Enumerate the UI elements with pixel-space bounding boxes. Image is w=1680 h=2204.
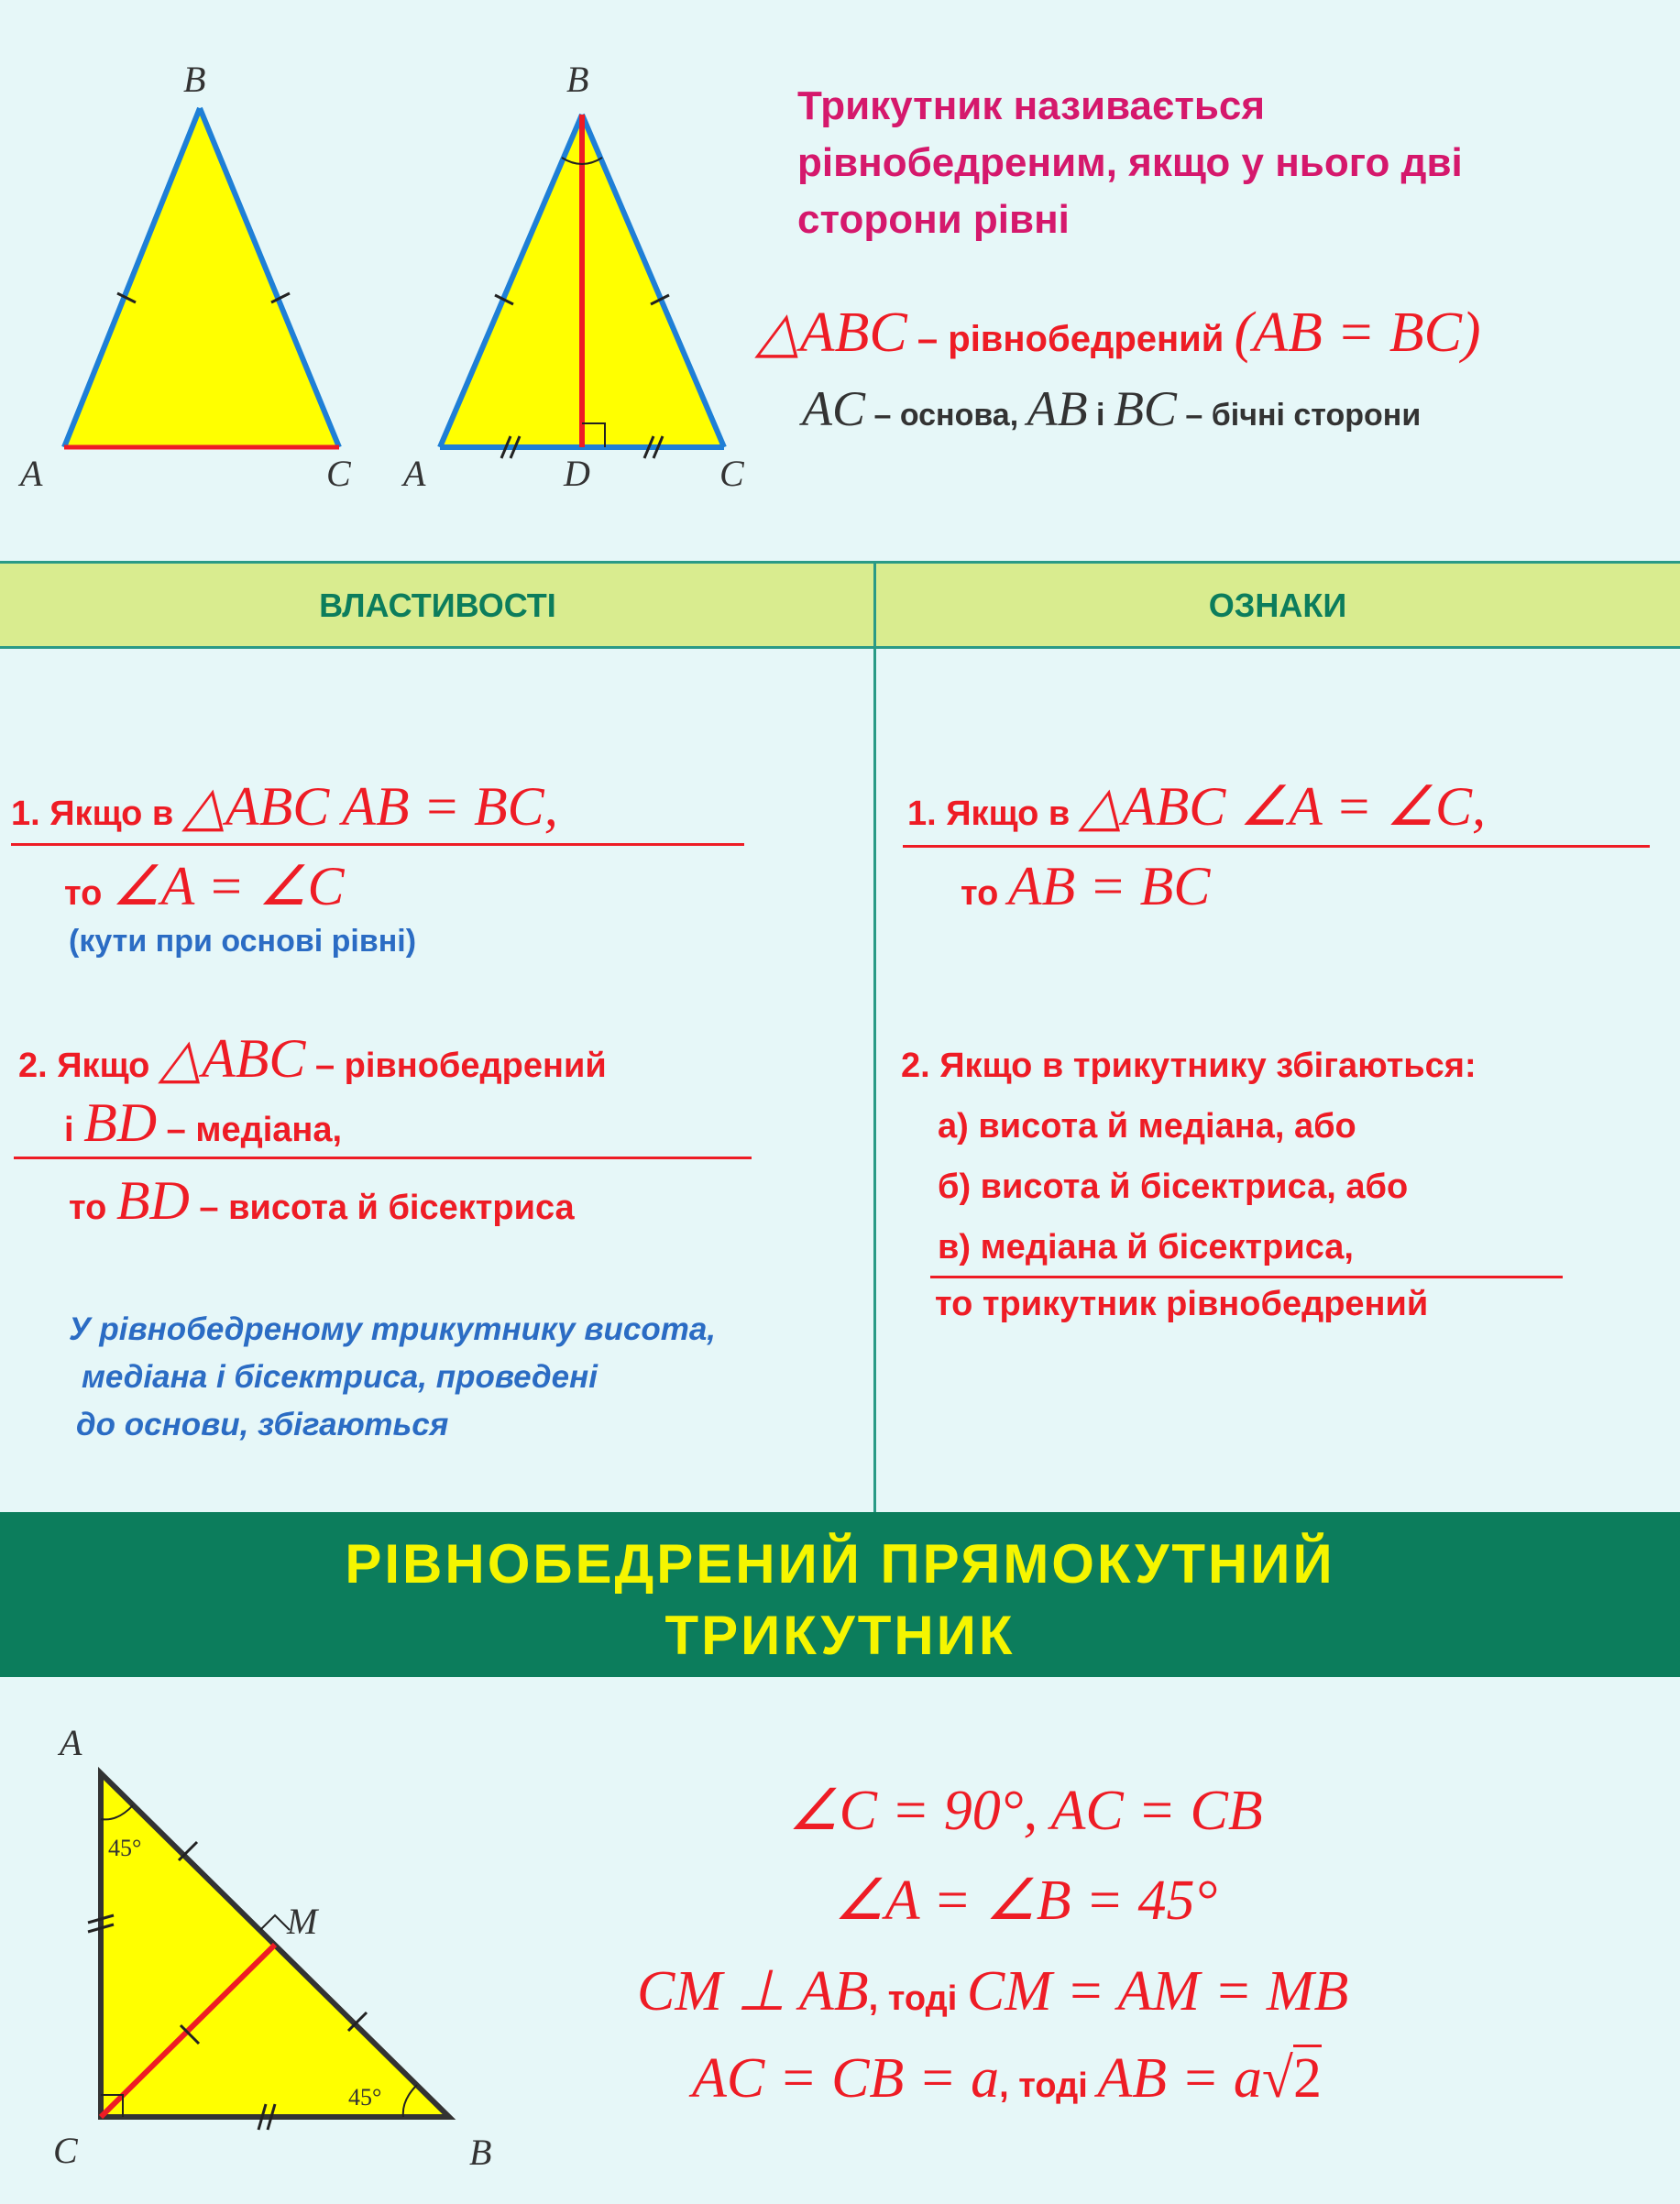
note-line: до основи, збігаються	[76, 1407, 449, 1442]
sign-1-condition	[907, 774, 1486, 839]
isosceles-triangle-figure	[0, 0, 403, 513]
property-1-prefix: 1. Якщо в	[11, 795, 183, 833]
property-2-then: то	[69, 1189, 116, 1227]
sign-1-conclusion	[961, 854, 1210, 918]
note-line: медіана і бісектриса, проведені	[82, 1359, 598, 1395]
label-d: D	[564, 453, 590, 494]
formula-altitude	[637, 1957, 1348, 2024]
right-angle-m	[260, 1915, 290, 1930]
sides-formula	[802, 380, 1421, 437]
formula-altitude-math: CM ⊥ AB	[637, 1960, 869, 2023]
label-a: A	[20, 453, 43, 494]
properties-header: ВЛАСТИВОСТІ	[319, 587, 556, 624]
equality: (AB = BC)	[1234, 302, 1481, 364]
formula-angles-45: ∠A = ∠B = 45°	[834, 1870, 1218, 1932]
property-1-comma: ,	[544, 776, 558, 837]
note-text	[69, 1306, 716, 1449]
definition-text	[797, 78, 1463, 248]
property-2-text: – рівнобедрений	[305, 1047, 607, 1085]
property-2-then-text: – висота й бісектриса	[189, 1189, 575, 1227]
property-2-condition	[18, 1026, 607, 1091]
definition-line: рівнобедреним, якщо у нього дві	[797, 140, 1463, 185]
property-2-conclusion	[69, 1168, 575, 1233]
sign-2-title: 2. Якщо в трикутнику збігаються:	[901, 1047, 1477, 1085]
property-2-median	[64, 1091, 342, 1155]
property-2-i: і	[64, 1111, 84, 1149]
label-a: A	[403, 453, 426, 494]
sign-2-list	[901, 1036, 1477, 1277]
sign-2-item-c: в) медіана й бісектриса,	[938, 1228, 1354, 1266]
sqrt-sign: √	[1261, 2047, 1293, 2110]
property-2-math: △ABC	[159, 1028, 306, 1089]
section-title	[0, 1529, 1680, 1672]
property-2-median-text: – медіана,	[157, 1111, 343, 1149]
formula-hypotenuse-math: AB = a	[1097, 2047, 1262, 2110]
triangle-abc: △ABC	[756, 302, 907, 364]
label-c: C	[53, 2130, 78, 2171]
label-b: B	[469, 2132, 492, 2173]
formula-hypotenuse-then: , тоді	[999, 2067, 1098, 2105]
label-b: B	[566, 59, 589, 100]
isosceles-formula	[756, 298, 1481, 366]
property-2-bd: BD	[83, 1092, 158, 1153]
label-c: C	[326, 453, 351, 494]
sign-1-math: △ABC ∠A = ∠C	[1079, 776, 1472, 837]
sqrt-radicand: 2	[1293, 2045, 1322, 2110]
right-isosceles-triangle-figure	[0, 1695, 550, 2204]
sign-2-rule	[930, 1276, 1563, 1278]
formula-hypotenuse	[692, 2045, 1322, 2111]
note-line: У рівнобедреному трикутнику висота,	[69, 1311, 717, 1347]
column-divider	[873, 561, 876, 1514]
triangle-median-figure	[394, 0, 779, 513]
sign-2-conclusion: то трикутник рівнобедрений	[935, 1285, 1429, 1323]
definition-line: сторони рівні	[797, 197, 1070, 242]
sign-2-item-a: а) висота й медіана, або	[938, 1107, 1356, 1146]
text-base: – основа,	[865, 398, 1027, 433]
formula-angle-c: ∠C = 90°, AC = CB	[788, 1780, 1263, 1842]
sign-1-then: то	[961, 874, 1008, 913]
sign-1-rule	[903, 845, 1650, 848]
label-c: C	[719, 453, 744, 494]
definition-line: Трикутник називається	[797, 83, 1266, 128]
formula-altitude-result: CM = AM = MB	[966, 1960, 1349, 2023]
property-2-then-bd: BD	[115, 1170, 190, 1231]
property-1-then-math: ∠A = ∠C	[111, 856, 345, 916]
angle-a-label: 45°	[108, 1835, 142, 1861]
label-a: A	[60, 1722, 82, 1763]
property-2-rule	[14, 1157, 752, 1159]
sign-1-prefix: 1. Якщо в	[907, 795, 1080, 833]
property-2-prefix: 2. Якщо	[18, 1047, 159, 1085]
property-1-rule	[11, 843, 744, 846]
math-ab: AB	[1027, 381, 1088, 436]
formula-altitude-then: , тоді	[868, 1979, 967, 2018]
math-bc: BC	[1113, 381, 1177, 436]
math-ac: AC	[802, 381, 866, 436]
property-1-condition	[11, 774, 558, 839]
text-sides: – бічні сторони	[1176, 398, 1422, 433]
property-1-math: △ABC AB = BC	[182, 776, 544, 837]
property-1-then: то	[64, 874, 112, 913]
formula-legs: AC = CB = a	[692, 2047, 1000, 2110]
section-title-line: ТРИКУТНИК	[664, 1605, 1016, 1666]
signs-header: ОЗНАКИ	[1208, 587, 1347, 624]
property-1-note: (кути при основі рівні)	[69, 924, 417, 959]
section-title-line: РІВНОБЕДРЕНИЙ ПРЯМОКУТНИЙ	[345, 1533, 1335, 1595]
angle-b-label: 45°	[348, 2084, 382, 2111]
formula-text: – рівнобедрений	[906, 319, 1235, 359]
property-1-conclusion	[64, 854, 345, 918]
text-and: і	[1087, 398, 1114, 433]
sign-1-comma: ,	[1471, 776, 1486, 837]
sign-2-item-b: б) висота й бісектриса, або	[938, 1168, 1409, 1206]
label-m: M	[287, 1901, 318, 1942]
triangle-fill	[64, 108, 339, 447]
label-b: B	[183, 59, 206, 100]
sign-1-then-math: AB = BC	[1007, 856, 1211, 916]
